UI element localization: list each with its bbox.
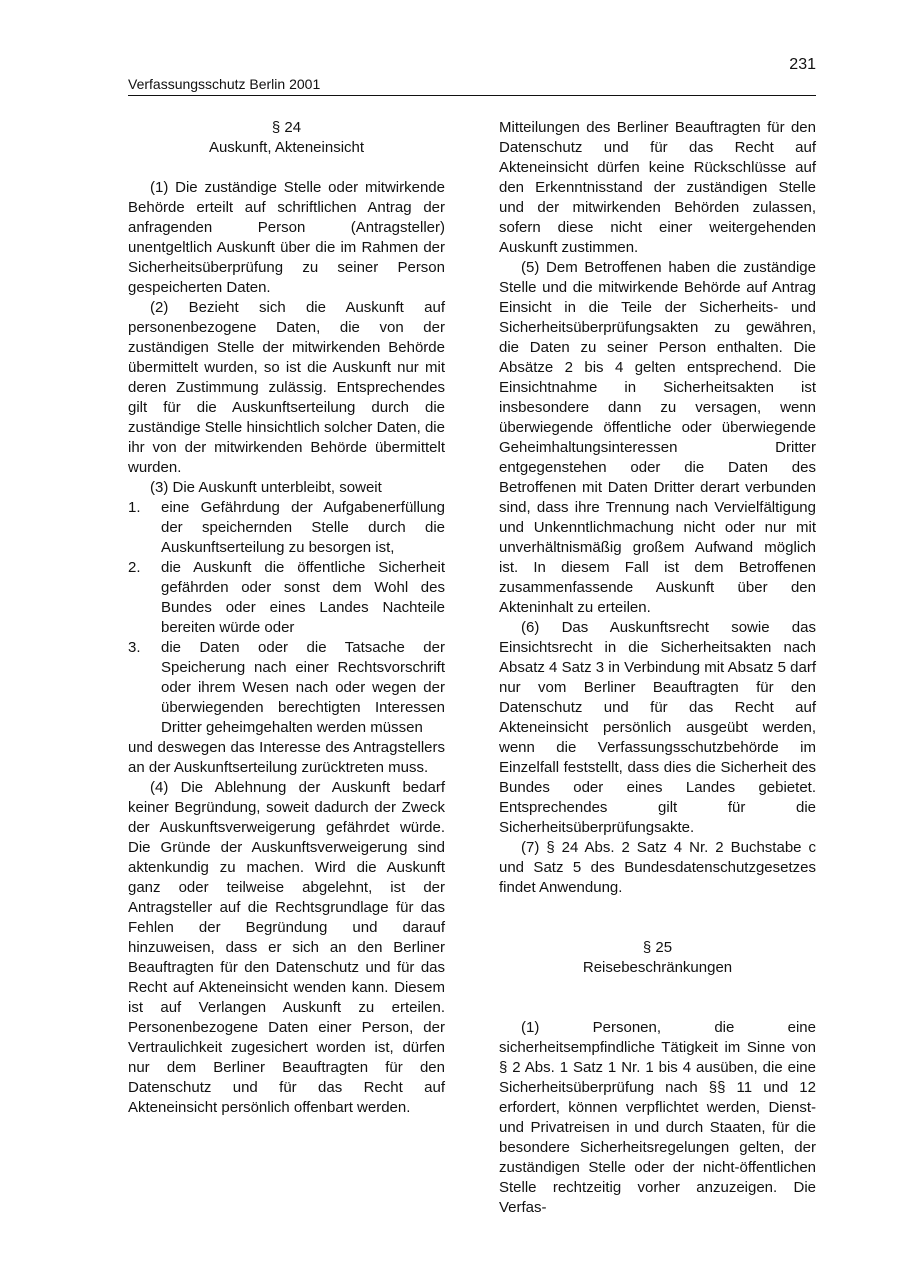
paragraph-3-intro: (3) Die Auskunft unterbleibt, soweit [150, 479, 382, 496]
list-item-number: 3. [128, 639, 141, 656]
spacer [499, 898, 816, 918]
paragraph-4-continued: Mitteilungen des Berliner Beauftragten für den Datenschutz und für das Recht auf Akteneinsicht dürfen keine Rückschlüsse auf den Erkenntnisstand der zuständigen Stelle und der mitwirkenden Behörden zulassen, sofern diese nicht einer weitergehenden Auskunft zustimmen. [499, 119, 816, 256]
running-header: Verfassungsschutz Berlin 2001 [128, 76, 321, 92]
paragraph-2: (2) Bezieht sich die Auskunft auf personenbezogene Daten, die von der zuständigen Stelle der mitwirkenden Behörde übermittelt wurden, so ist die Auskunft nur mit deren Zustimmung zulässig. Entsprechendes gilt für die Auskunftserteilung durch die zuständige Stelle hinsichtlich solcher Daten, die ihr von der mitwirkenden Behörde übermittelt wurden. [128, 299, 445, 476]
spacer [128, 158, 445, 178]
spacer [499, 978, 816, 998]
paragraph-5: (5) Dem Betroffenen haben die zuständige Stelle und die mitwirkende Behörde auf Antrag Einsicht in die Teile der Sicherheits- und Sicherheitsüberprüfungsakten zu gewähren, die Daten zu seiner Person enthalten. Die Absätze 2 bis 4 gelten entsprechend. Die Einsichtnahme in Sicherheitsakten ist insbesondere dann zu versagen, wenn überwiegende öffentliche oder überwiegende Geheimhaltungsinteressen Dritter entgegenstehen oder die Daten des Betroffenen mit Daten Dritter derart verbunden sind, dass ihre Trennung nach Vervielfältigung und Unkenntlichmachung nicht oder nur mit unverhältnismäßig großem Aufwand möglich ist. In diesem Fall ist dem Betroffenen zusammenfassende Auskunft über den Akteninhalt zu erteilen. [499, 259, 816, 616]
paragraph-7: (7) § 24 Abs. 2 Satz 4 Nr. 2 Buchstabe c und Satz 5 des Bundesdatenschutzgesetzes findet Anwendung. [499, 839, 816, 896]
section-25-title: Reisebeschränkungen [582, 959, 733, 976]
list-item-number: 2. [128, 559, 141, 576]
section-25-number: § 25 [642, 939, 673, 956]
right-column [499, 118, 816, 1218]
list-item-text: die Daten oder die Tatsache der Speicherung nach einer Rechtsvorschrift oder ihrem Wesen nach oder wegen der überwiegenden berechtigten Interessen Dritter geheimgehalten werden müssen [161, 639, 445, 736]
list-item-text: die Auskunft die öffentliche Sicherheit gefährden oder sonst dem Wohl des Bundes oder eines Landes Nachteile bereiten würde oder [161, 559, 445, 636]
paragraph-3-list [128, 498, 445, 738]
list-item [128, 638, 445, 738]
paragraph-4: (4) Die Ablehnung der Auskunft bedarf keiner Begründung, soweit dadurch der Zweck der Auskunftsverweigerung gefährdet würde. Die Gründe der Auskunftsverweigerung sind aktenkundig zu machen. Wird die Auskunft ganz oder teilweise abgelehnt, ist der Antragsteller auf die Rechtsgrundlage für das Fehlen der Begründung und darauf hinzuweisen, dass er sich an den Berliner Beauftragten für den Datenschutz und für das Recht auf Akteneinsicht wenden kann. Diesem ist auf Verlangen Auskunft zu erteilen. Personenbezogene Daten einer Person, der Vertraulichkeit zugesichert worden ist, dürfen nur dem Berliner Beauftragten für den Datenschutz und für das Recht auf Akteneinsicht persönlich offenbart werden. [128, 779, 445, 1116]
list-item [128, 498, 445, 558]
header-rule [128, 95, 816, 96]
list-item-number: 1. [128, 499, 141, 516]
page-number: 231 [789, 56, 816, 73]
section-24-title: Auskunft, Akteneinsicht [208, 139, 365, 156]
section-24-number: § 24 [271, 119, 302, 136]
left-column [128, 118, 445, 1118]
spacer [499, 918, 816, 938]
paragraph-1: (1) Die zuständige Stelle oder mitwirkende Behörde erteilt auf schriftlichen Antrag der anfragenden Person (Antragsteller) unentgeltlich Auskunft über die im Rahmen der Sicherheitsüberprüfung zu seiner Person gespeicherten Daten. [128, 179, 445, 296]
paragraph-3-outro: und deswegen das Interesse des Antragstellers an der Auskunftserteilung zurücktreten muss. [128, 739, 445, 776]
paragraph-6: (6) Das Auskunftsrecht sowie das Einsichtsrecht in die Sicherheitsakten nach Absatz 4 Satz 3 in Verbindung mit Absatz 5 darf nur vom Berliner Beauftragten für den Datenschutz und für das Recht auf Akteneinsicht persönlich ausgeübt werden, wenn die Verfassungsschutzbehörde im Einzelfall feststellt, dass dies die Sicherheit des Bundes oder eines Landes gebietet. Entsprechendes gilt für die Sicherheitsüberprüfungsakte. [499, 619, 816, 836]
list-item [128, 558, 445, 638]
spacer [499, 998, 816, 1018]
section-25-paragraph-1: (1) Personen, die eine sicherheitsempfindliche Tätigkeit im Sinne von § 2 Abs. 1 Satz 1 Nr. 1 bis 4 ausüben, die eine Sicherheitsüberprüfung nach §§ 11 und 12 erfordert, können verpflichtet werden, Dienst- und Privatreisen in und durch Staaten, für die besondere Sicherheitsregelungen gelten, der zuständigen Stelle oder der nicht-öffentlichen Stelle rechtzeitig vorher anzuzeigen. Die Verfas- [499, 1019, 816, 1216]
list-item-text: eine Gefährdung der Aufgabenerfüllung der speichernden Stelle durch die Auskunftserteilung zu besorgen ist, [161, 499, 445, 556]
